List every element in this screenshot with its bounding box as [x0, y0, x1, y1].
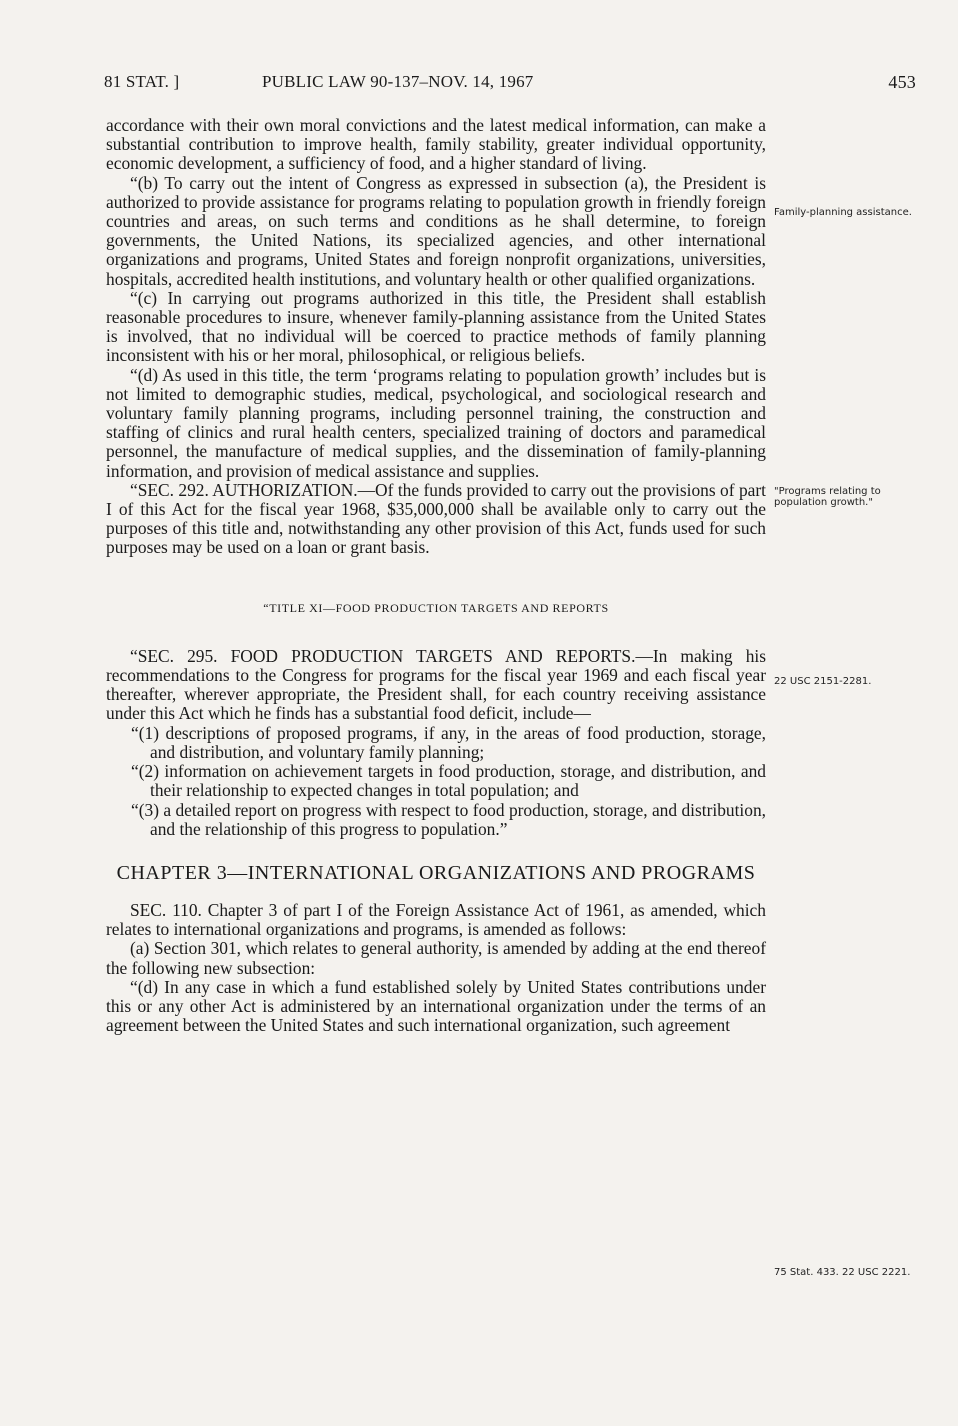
margin-note-usc-2151: 22 USC 2151-2281. — [774, 676, 872, 687]
sec-295-heading: “SEC. 295. FOOD PRODUCTION TARGETS AND REPORTS. — [130, 645, 636, 666]
paragraph-sec-110 — [106, 901, 766, 939]
chapter-3-heading: CHAPTER 3—INTERNATIONAL ORGANIZATIONS AND PROGRAMS — [116, 861, 756, 884]
page-number: 453 — [888, 72, 916, 92]
sec-292-text: —Of the funds provided to carry out the provisions of part I of this Act for the fiscal year 1968, $35,000,000 shall be available only to carry out the purposes of this title and, notwithstanding any other provision of this Act, funds used for such purposes may be used on a loan or grant basis. — [106, 479, 766, 558]
running-header — [104, 72, 916, 98]
list-item-1: “(1) descriptions of proposed programs, if any, in the areas of food production, storage, and distribution, and voluntary family planning; — [131, 722, 766, 762]
paragraph-continuation: accordance with their own moral convictions and the latest medical information, can make a substantial contribution to improve health, family stability, greater individual opportunity, economic development, a sufficiency of food, and a higher standard of living. — [106, 115, 766, 174]
margin-note-programs-definition: "Programs relating to population growth." — [774, 486, 881, 508]
margin-note-75-stat-433: 75 Stat. 433. 22 USC 2221. — [774, 1267, 911, 1278]
sec-110-text: Chapter 3 of part I of the Foreign Assistance Act of 1961, as amended, which relates to international organizations and programs, is amended as follows: — [106, 899, 766, 940]
sec-295-text: —In making his recommendations to the Congress for programs for the fiscal year 1969 and each fiscal year thereafter, wherever appropriate, the President shall, for each country receiving assistance under this Act which he finds has a substantial food deficit, include— — [106, 645, 767, 724]
paragraph-subsection-b: “(b) To carry out the intent of Congress as expressed in subsection (a), the President is authorized to provide assistance for programs relating to population growth in friendly foreign countries and areas, on such terms and conditions as he shall determine, to foreign governments, the United Nations, its specialized agencies, and other international organizations and programs, United States and foreign nonprofit organizations, universities, hospitals, accredited health institutions, and voluntary health or other qualified organizations. — [106, 172, 766, 289]
paragraph-subsection-d: “(d) As used in this title, the term ‘programs relating to population growth’ includes but is not limited to demographic studies, medical, psychological, and sociological research and voluntary family planning programs, including personnel training, the construction and staffing of clinics and rural health centers, specialized training of doctors and paramedical personnel, the manufacture of medical supplies, and the dissemination of family-planning information, and provision of medical assistance and supplies. — [106, 364, 766, 481]
margin-note-family-planning: Family-planning assistance. — [774, 207, 912, 218]
paragraph-sec-292 — [106, 481, 766, 558]
list-item-3: “(3) a detailed report on progress with respect to food production, storage, and distribution, and the relationship of this progress to population.” — [131, 799, 766, 839]
paragraph-subsection-c: “(c) In carrying out programs authorized in this title, the President shall establish reasonable procedures to insure, whenever family-planning assistance from the United States is involved, that no individual will be coerced to practice methods of family planning inconsistent with his or her moral, philosophical, or religious beliefs. — [106, 287, 766, 366]
sec-292-heading: “SEC. 292. AUTHORIZATION. — [130, 479, 358, 500]
title-xi-heading: “TITLE XI—FOOD PRODUCTION TARGETS AND REPORTS — [263, 600, 609, 615]
paragraph-sec-295 — [106, 647, 766, 724]
document-body — [106, 116, 766, 1035]
public-law-title: PUBLIC LAW 90-137–NOV. 14, 1967 — [262, 72, 534, 91]
statute-volume: 81 STAT. ] — [104, 72, 180, 91]
sec-110-heading: SEC. 110. — [130, 899, 202, 920]
paragraph-sec-110-d: “(d) In any case in which a fund established solely by United States contributions under this or any other Act is administered by an international organization under the terms of an agreement between the United States and such international organization, such agreement — [106, 976, 766, 1036]
paragraph-sec-110-a: (a) Section 301, which relates to general authority, is amended by adding at the end thereof the following new subsection: — [106, 938, 766, 978]
list-item-2: “(2) information on achievement targets in food production, storage, and distribution, and their relationship to expected changes in total population; and — [131, 761, 766, 801]
